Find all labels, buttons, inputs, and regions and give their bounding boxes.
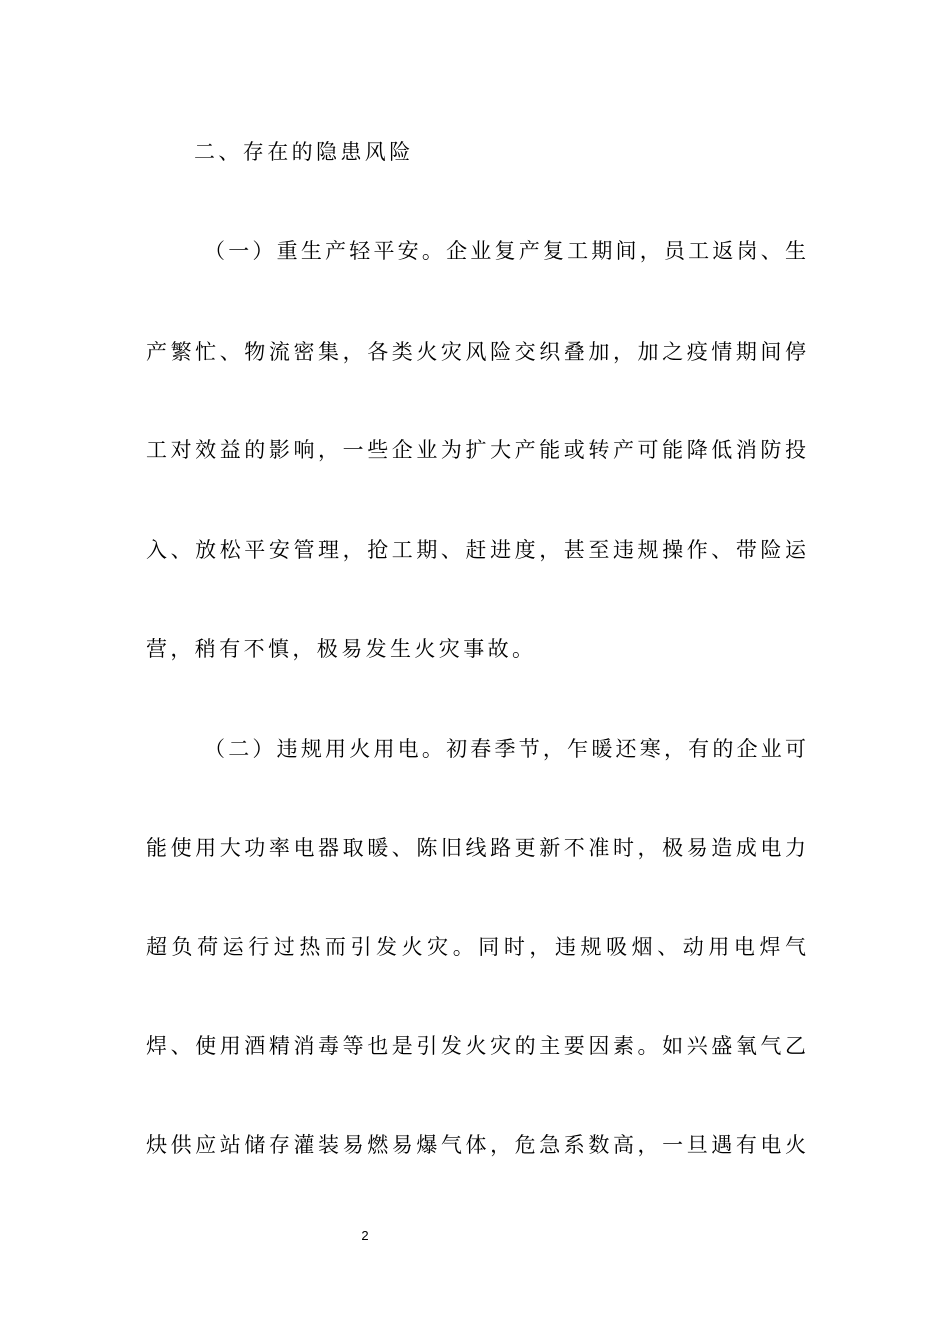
paragraph-1-line-1: （一）重生产轻平安。企业复产复工期间，员工返岗、生 (204, 239, 806, 263)
page-number: 2 (361, 1228, 369, 1243)
paragraph-1-line-5: 营，稍有不慎，极易发生火灾事故。 (146, 637, 537, 661)
paragraph-2-line-1: （二）违规用火用电。初春季节，乍暖还寒，有的企业可 (204, 737, 806, 761)
paragraph-2-line-3: 超负荷运行过热而引发火灾。同时，违规吸烟、动用电焊气 (146, 935, 806, 959)
section-heading: 二、存在的隐患风险 (194, 140, 414, 164)
paragraph-1-line-2: 产繁忙、物流密集，各类火灾风险交织叠加，加之疫情期间停 (146, 340, 806, 364)
paragraph-2-line-4: 焊、使用酒精消毒等也是引发火灾的主要因素。如兴盛氧气乙 (146, 1034, 806, 1058)
paragraph-1-line-3: 工对效益的影响，一些企业为扩大产能或转产可能降低消防投 (146, 438, 806, 462)
paragraph-2-line-2: 能使用大功率电器取暖、陈旧线路更新不准时，极易造成电力 (146, 836, 806, 860)
paragraph-2-line-5: 炔供应站储存灌装易燃易爆气体，危急系数高，一旦遇有电火 (146, 1133, 806, 1157)
paragraph-1-line-4: 入、放松平安管理，抢工期、赶进度，甚至违规操作、带险运 (146, 538, 806, 562)
